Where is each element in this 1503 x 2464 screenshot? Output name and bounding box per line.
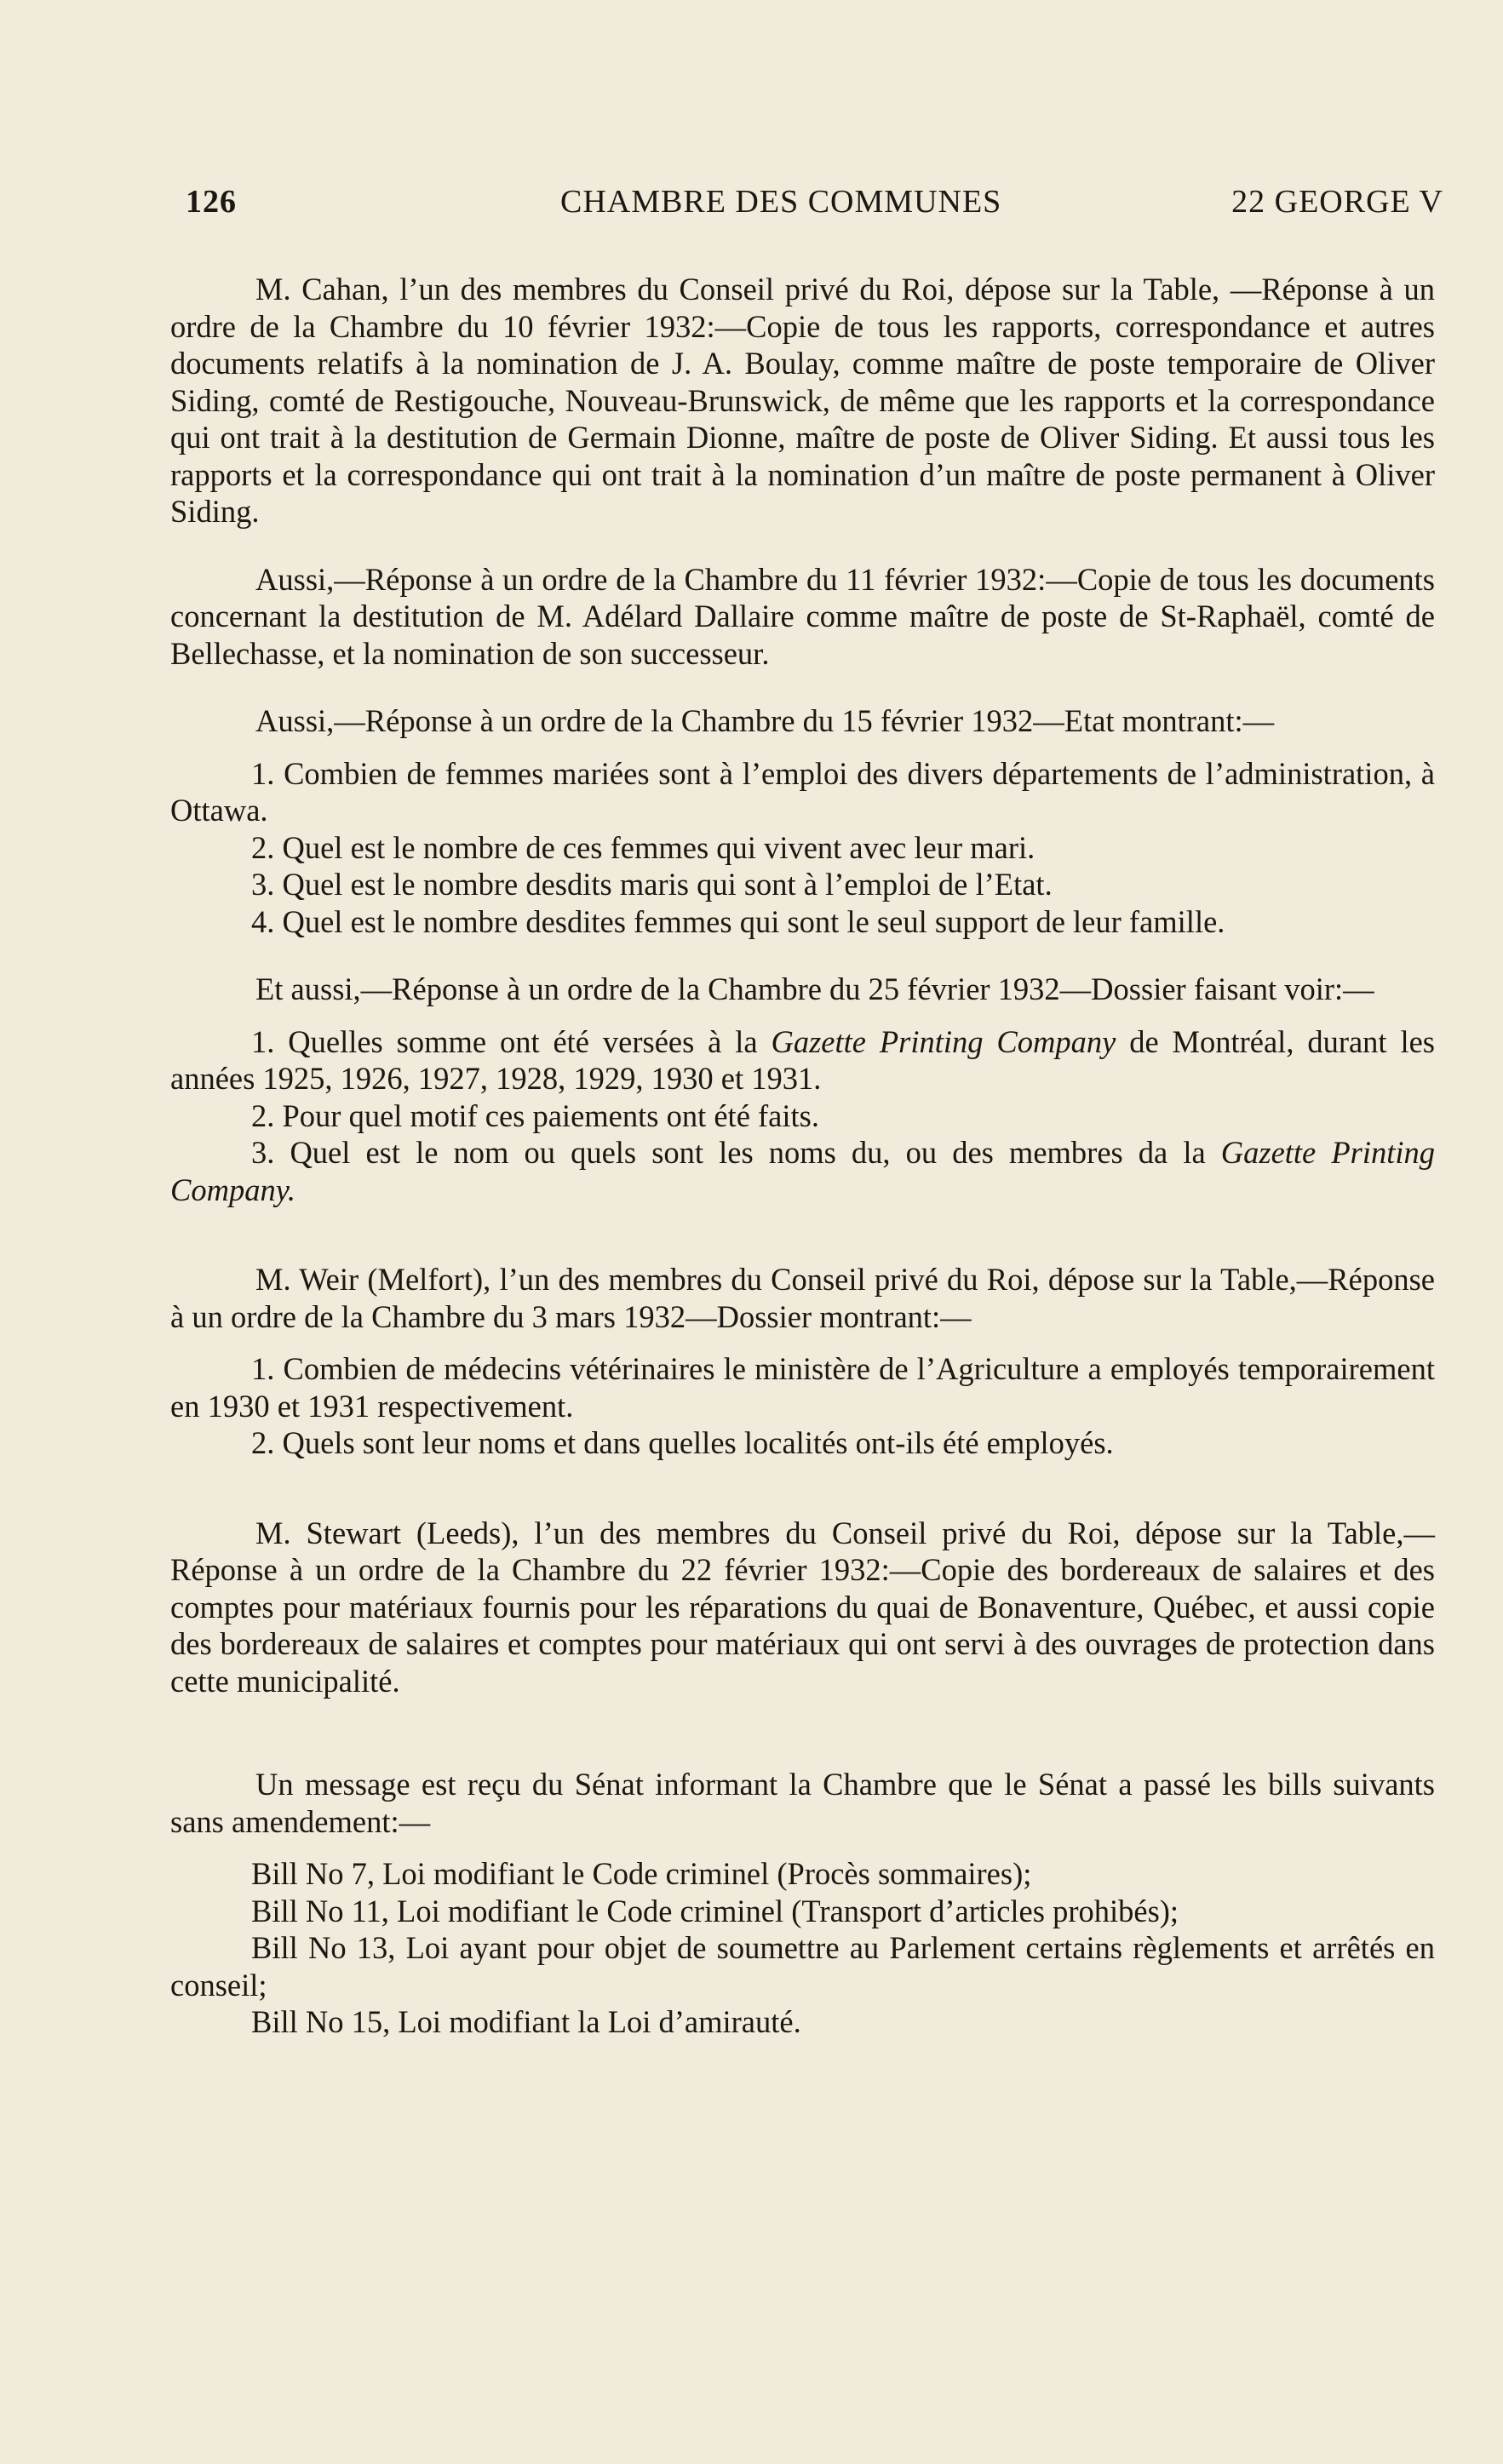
company-name: Gazette Printing Company. — [170, 1135, 1435, 1207]
list-item-text: 1. Quelles somme ont été versées à la — [251, 1023, 772, 1059]
list-item: 1. Combien de femmes mariées sont à l’emploi des divers départements de l’administration, à Ottawa. — [170, 755, 1435, 828]
list-item: 3. Quel est le nombre desdits maris qui sont à l’emploi de l’Etat. — [251, 867, 1053, 902]
paragraph-stewart: M. Stewart (Leeds), l’un des membres du Conseil privé du Roi, dépose sur la Table,—Réponse à un ordre de la Chambre du 22 février 1932:—Copie des bordereaux de salaires et des comptes pour matériaux fournis pour les réparations du quai de Bonaventure, Québec, et aussi copie des bordereaux de salaires et comptes pour matériaux qui ont servi à des ouvrages de protection dans cette municipalité. — [170, 1515, 1435, 1699]
company-name: Gazette Printing Company — [771, 1023, 1116, 1059]
list-item: 4. Quel est le nombre desdites femmes qui sont le seul support de leur famille. — [251, 903, 1225, 939]
paragraph-senat-message: Un message est reçu du Sénat informant la Chambre que le Sénat a passé les bills suivants sans amendement:— — [170, 1767, 1435, 1839]
list-item: 1. Combien de médecins vétérinaires le ministère de l’Agriculture a employés temporairement en 1930 et 1931 respectivement. — [170, 1351, 1435, 1424]
bill-item: Bill No 15, Loi modifiant la Loi d’amirauté. — [251, 2004, 801, 2039]
paragraph-weir: M. Weir (Melfort), l’un des membres du Conseil privé du Roi, dépose sur la Table,—Réponse à un ordre de la Chambre du 3 mars 1932—Dossier montrant:— — [170, 1262, 1435, 1334]
list-item: 2. Quel est le nombre de ces femmes qui vivent avec leur mari. — [251, 829, 1035, 865]
list-item — [170, 1134, 1435, 1208]
paragraph-dallaire: Aussi,—Réponse à un ordre de la Chambre du 11 février 1932:—Copie de tous les documents concernant la destitution de M. Adélard Dallaire comme maître de poste de St-Raphaël, comté de Bellechasse, et la nomination de son successeur. — [170, 561, 1435, 671]
bill-item: Bill No 11, Loi modifiant le Code criminel (Transport d’articles prohibés); — [251, 1893, 1179, 1928]
paragraph-cahan: M. Cahan, l’un des membres du Conseil privé du Roi, dépose sur la Table, —Réponse à un ordre de la Chambre du 10 février 1932:—Copie de tous les rapports, correspondance et autres documents relatifs à la nomination de J. A. Boulay, comme maître de poste temporaire de Oliver Siding, comté de Restigouche, Nouveau-Brunswick, de même que les rapports et la correspondance qui ont trait à la destitution de Germain Dionne, maître de poste de Oliver Siding. Et aussi tous les rapports et la correspondance qui ont trait à la nomination d’un maître de poste permanent à Oliver Siding. — [170, 272, 1435, 529]
running-head — [186, 183, 1443, 234]
running-reign: 22 GEORGE V — [1231, 184, 1443, 220]
bill-item: Bill No 13, Loi ayant pour objet de soumettre au Parlement certains règlements et arrêtés en conseil; — [170, 1930, 1435, 2003]
list-item-text: de Montréal, durant les années 1925, 1926, 1927, 1928, 1929, 1930 et 1931. — [170, 1023, 1436, 1096]
paragraph-gazette: Et aussi,—Réponse à un ordre de la Chambre du 25 février 1932—Dossier faisant voir:— — [255, 971, 1374, 1006]
bill-item: Bill No 7, Loi modifiant le Code criminel (Procès sommaires); — [251, 1856, 1032, 1891]
list-item: 2. Quels sont leur noms et dans quelles localités ont-ils été employés. — [251, 1425, 1114, 1460]
paragraph-femmes-mariees: Aussi,—Réponse à un ordre de la Chambre du 15 février 1932—Etat montrant:— — [255, 703, 1275, 738]
list-item-text: 3. Quel est le nom ou quels sont les noms du, ou des membres da la — [251, 1135, 1221, 1170]
running-title: CHAMBRE DES COMMUNES — [560, 184, 1002, 220]
list-item: 2. Pour quel motif ces paiements ont été faits. — [251, 1097, 819, 1133]
document-body — [170, 271, 1435, 2041]
list-item — [170, 1023, 1435, 1097]
page-number: 126 — [186, 184, 237, 220]
